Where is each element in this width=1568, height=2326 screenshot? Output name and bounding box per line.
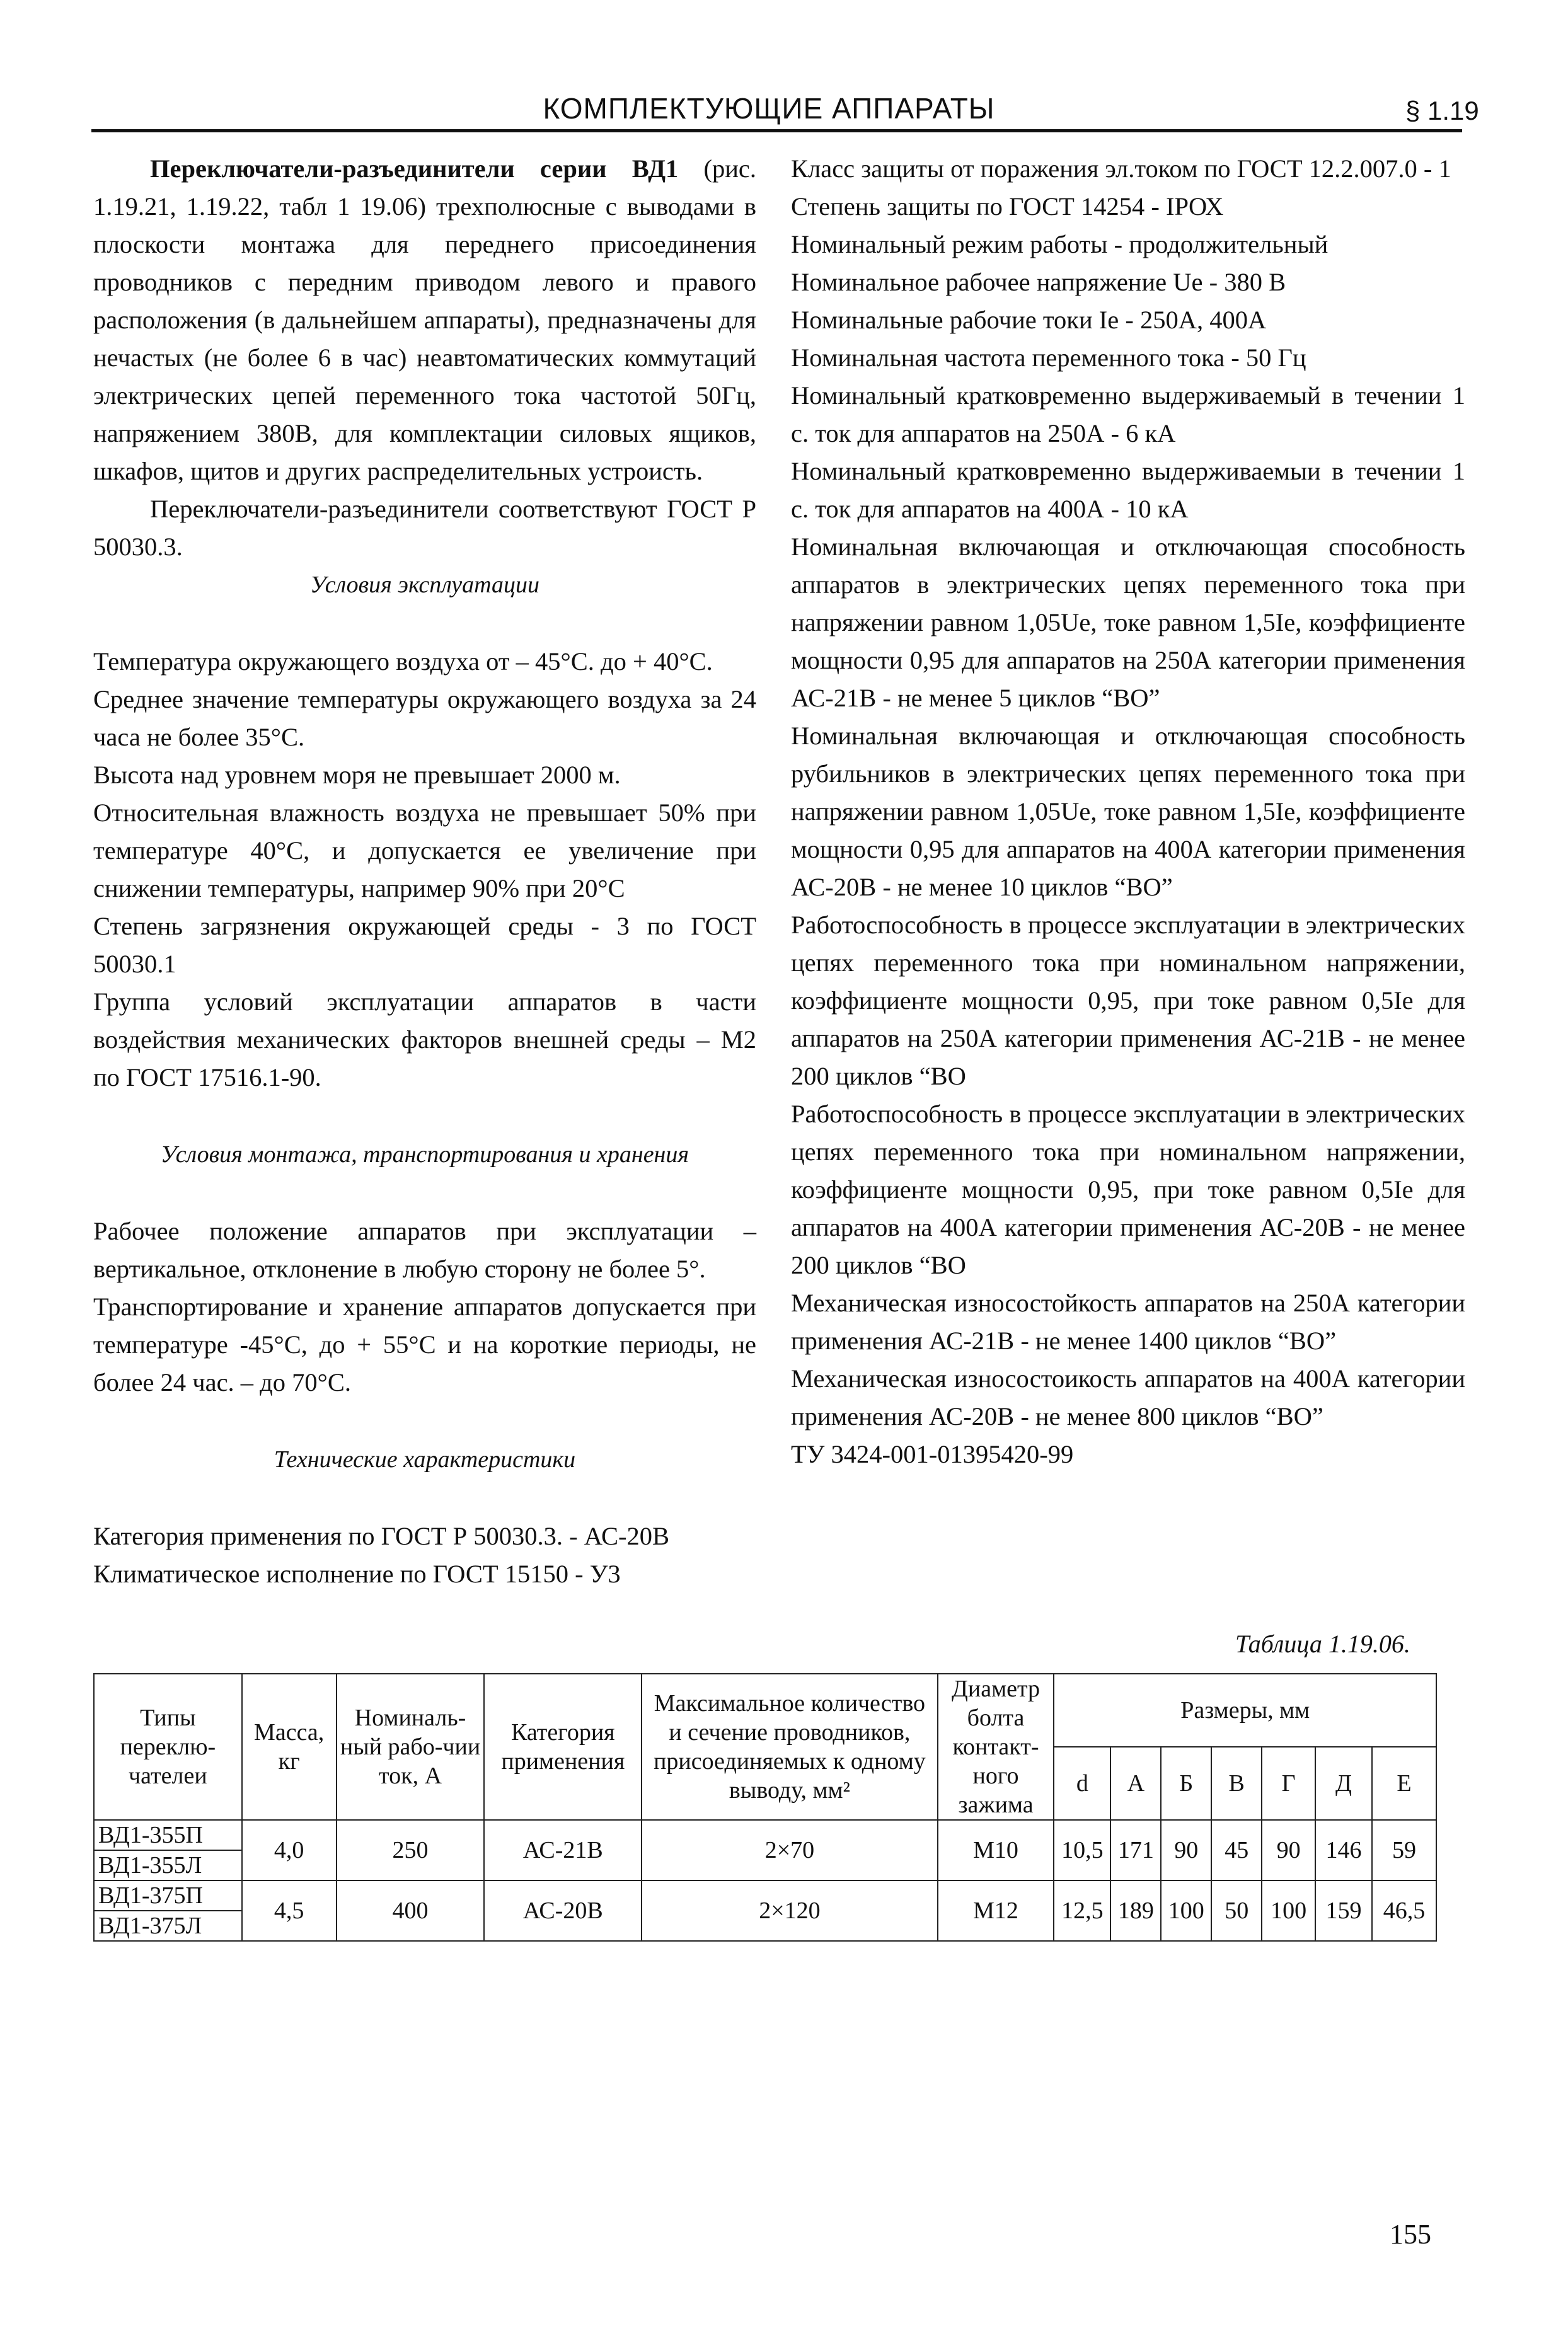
dim-cell: 90: [1161, 1820, 1211, 1880]
current-cell: 250: [337, 1820, 485, 1880]
dim-cell: 159: [1315, 1880, 1372, 1941]
spec-item: Номинальная включающая и отключающая способность аппаратов в электрических цепях переменного тока при напряжении равном 1,05Ue, токе равном 1,5Ie, коэффициенте мощности 0,95 для аппаратов на 250А категории применения АС-21В - не менее 5 циклов “ВО”: [791, 533, 1465, 712]
dim-cell: 146: [1315, 1820, 1372, 1880]
header-dim: Б: [1161, 1747, 1211, 1820]
header-dimensions: Размеры, мм: [1054, 1674, 1436, 1747]
page-header-title: КОМПЛЕКТУЮЩИЕ АППАРАТЫ: [543, 92, 995, 125]
bolt-cell: М12: [938, 1880, 1054, 1941]
header-types: Типы переклю-чателеи: [94, 1674, 242, 1820]
header-divider: [91, 129, 1462, 132]
table-row: [94, 1880, 1436, 1911]
intro-paragraph: [93, 150, 756, 490]
category-cell: АС-21В: [484, 1820, 642, 1880]
dim-cell: 50: [1211, 1880, 1262, 1941]
mounting-item: Транспортирование и хранение аппаратов допускается при температуре -45°С, до + 55°С и на короткие периоды, не более 24 час. – до 70°С.: [93, 1293, 756, 1396]
operation-item: Относительная влажность воздуха не превышает 50% при температуре 40°С, и допускается ее увеличение при снижении температуры, например 90% при 20°С: [93, 798, 756, 902]
table-caption: Таблица 1.19.06.: [1235, 1630, 1410, 1658]
current-cell: 400: [337, 1880, 485, 1941]
intro-text: (рис. 1.19.21, 1.19.22, табл 1 19.06) трехполюсные с выводами в плоскости монтажа для переднего присоединения проводников с передним приводом левого и правого расположения (в дальнейшем аппараты), предназначены для нечастых (не более 6 в час) неавтоматических коммутаций электрических цепей переменного тока частотой 50Гц, напряжением 380В, для комплектации силовых ящиков, шкафов, щитов и других распределительных устроисть.: [93, 154, 757, 485]
spec-item: Номинальное рабочее напряжение Ue - 380 В: [791, 268, 1286, 296]
tech-item: Категория применения по ГОСТ Р 50030.3. - АС-20В: [93, 1522, 670, 1550]
spec-item: Работоспособность в процессе эксплуатации в электрических цепях переменного тока при номинальном напряжении, коэффициенте мощности 0,95, при токе равном 0,5Ie для аппаратов на 400А категории применения АС-20В - не менее 200 циклов “ВО: [791, 1100, 1465, 1279]
header-dim: Д: [1315, 1747, 1372, 1820]
heading-operation: Условия эксплуатации: [309, 572, 540, 598]
dim-cell: 189: [1110, 1880, 1161, 1941]
header-dim: А: [1110, 1747, 1161, 1820]
spec-item: Номинальный кратковременно выдерживаемый в течении 1 с. ток для аппаратов на 250А - 6 кА: [791, 381, 1465, 447]
dim-cell: 100: [1161, 1880, 1211, 1941]
header-dim: Е: [1372, 1747, 1436, 1820]
spec-item: ТУ 3424-001-01395420-99: [791, 1440, 1074, 1468]
table-header-row: [94, 1674, 1436, 1747]
header-current: Номиналь-ный рабо-чии ток, А: [337, 1674, 485, 1820]
header-conductors: Максимальное количество и сечение проводников, присоединяемых к одному выводу, мм²: [642, 1674, 937, 1820]
header-mass: Масса, кг: [242, 1674, 337, 1820]
type-cell: ВД1-355Л: [94, 1850, 242, 1880]
header-category: Категория применения: [484, 1674, 642, 1820]
spec-item: Класс защиты от поражения эл.током по ГОСТ 12.2.007.0 - 1: [791, 154, 1451, 183]
gost-paragraph: Переключатели-разъединители соответствуют ГОСТ Р 50030.3.: [93, 495, 756, 561]
bolt-cell: М10: [938, 1820, 1054, 1880]
spec-item: Механическая износостойкость аппаратов на 250А категории применения АС-21В - не менее 1400 циклов “ВО”: [791, 1289, 1465, 1355]
type-cell: ВД1-375П: [94, 1880, 242, 1911]
mass-cell: 4,0: [242, 1820, 337, 1880]
operation-item: Среднее значение температуры окружающего воздуха за 24 часа не более 35°С.: [93, 685, 756, 751]
conductors-cell: 2×70: [642, 1820, 937, 1880]
spec-item: Номинальный режим работы - продолжительный: [791, 230, 1329, 258]
header-dim: Г: [1262, 1747, 1315, 1820]
dim-cell: 100: [1262, 1880, 1315, 1941]
header-dim: В: [1211, 1747, 1262, 1820]
spec-item: Степень защиты по ГОСТ 14254 - IPОХ: [791, 192, 1224, 221]
spec-item: Механическая износостоикость аппаратов на 400А категории применения АС-20В - не менее 800 циклов “ВО”: [791, 1364, 1465, 1431]
dim-cell: 12,5: [1054, 1880, 1110, 1941]
operation-item: Группа условий эксплуатации аппаратов в части воздействия механических факторов внешней среды – М2 по ГОСТ 17516.1-90.: [93, 987, 756, 1091]
dim-cell: 171: [1110, 1820, 1161, 1880]
page-number: 155: [1390, 2219, 1431, 2250]
operation-item: Высота над уровнем моря не превышает 2000 м.: [93, 761, 621, 789]
spec-table: [93, 1673, 1437, 1942]
operation-item: Степень загрязнения окружающей среды - 3 по ГОСТ 50030.1: [93, 912, 756, 978]
intro-title: Переключатели-разъединители серии ВД1: [150, 154, 679, 183]
section-number: § 1.19: [1405, 96, 1479, 125]
spec-item: Номинальный кратковременно выдерживаемыи в течении 1 с. ток для аппаратов на 400А - 10 кА: [791, 457, 1465, 523]
heading-tech: Технические характеристики: [274, 1446, 576, 1473]
type-cell: ВД1-355П: [94, 1820, 242, 1850]
heading-mounting: Условия монтажа, транспортирования и хранения: [160, 1141, 689, 1168]
spec-item: Номинальная включающая и отключающая способность рубильников в электрических цепях переменного тока при напряжении равном 1,05Ue, токе равном 1,5Ie, коэффициенте мощности 0,95 для аппаратов на 400А категории применения АС-20В - не менее 10 циклов “ВО”: [791, 722, 1465, 901]
left-column: [93, 150, 756, 1593]
dim-cell: 90: [1262, 1820, 1315, 1880]
dim-cell: 46,5: [1372, 1880, 1436, 1941]
dim-cell: 59: [1372, 1820, 1436, 1880]
category-cell: АС-20В: [484, 1880, 642, 1941]
mounting-item: Рабочее положение аппаратов при эксплуатации – вертикальное, отклонение в любую сторону не более 5°.: [93, 1217, 756, 1283]
table-row: [94, 1820, 1436, 1850]
spec-item: Номинальные рабочие токи Ie - 250А, 400А: [791, 306, 1267, 334]
tech-item: Климатическое исполнение по ГОСТ 15150 - У3: [93, 1560, 621, 1588]
type-cell: ВД1-375Л: [94, 1911, 242, 1941]
dim-cell: 10,5: [1054, 1820, 1110, 1880]
operation-item: Температура окружающего воздуха от – 45°С. до + 40°С.: [93, 647, 713, 676]
dim-cell: 45: [1211, 1820, 1262, 1880]
spec-item: Номинальная частота переменного тока - 50 Гц: [791, 343, 1306, 372]
header-dim: d: [1054, 1747, 1110, 1820]
right-column: [791, 150, 1465, 1473]
mass-cell: 4,5: [242, 1880, 337, 1941]
spec-item: Работоспособность в процессе эксплуатации в электрических цепях переменного тока при номинальном напряжении, коэффициенте мощности 0,95, при токе равном 0,5Ie для аппаратов на 250А категории применения АС-21В - не менее 200 циклов “ВО: [791, 911, 1465, 1090]
conductors-cell: 2×120: [642, 1880, 937, 1941]
header-bolt: Диаметр болта контакт-ного зажима: [938, 1674, 1054, 1820]
